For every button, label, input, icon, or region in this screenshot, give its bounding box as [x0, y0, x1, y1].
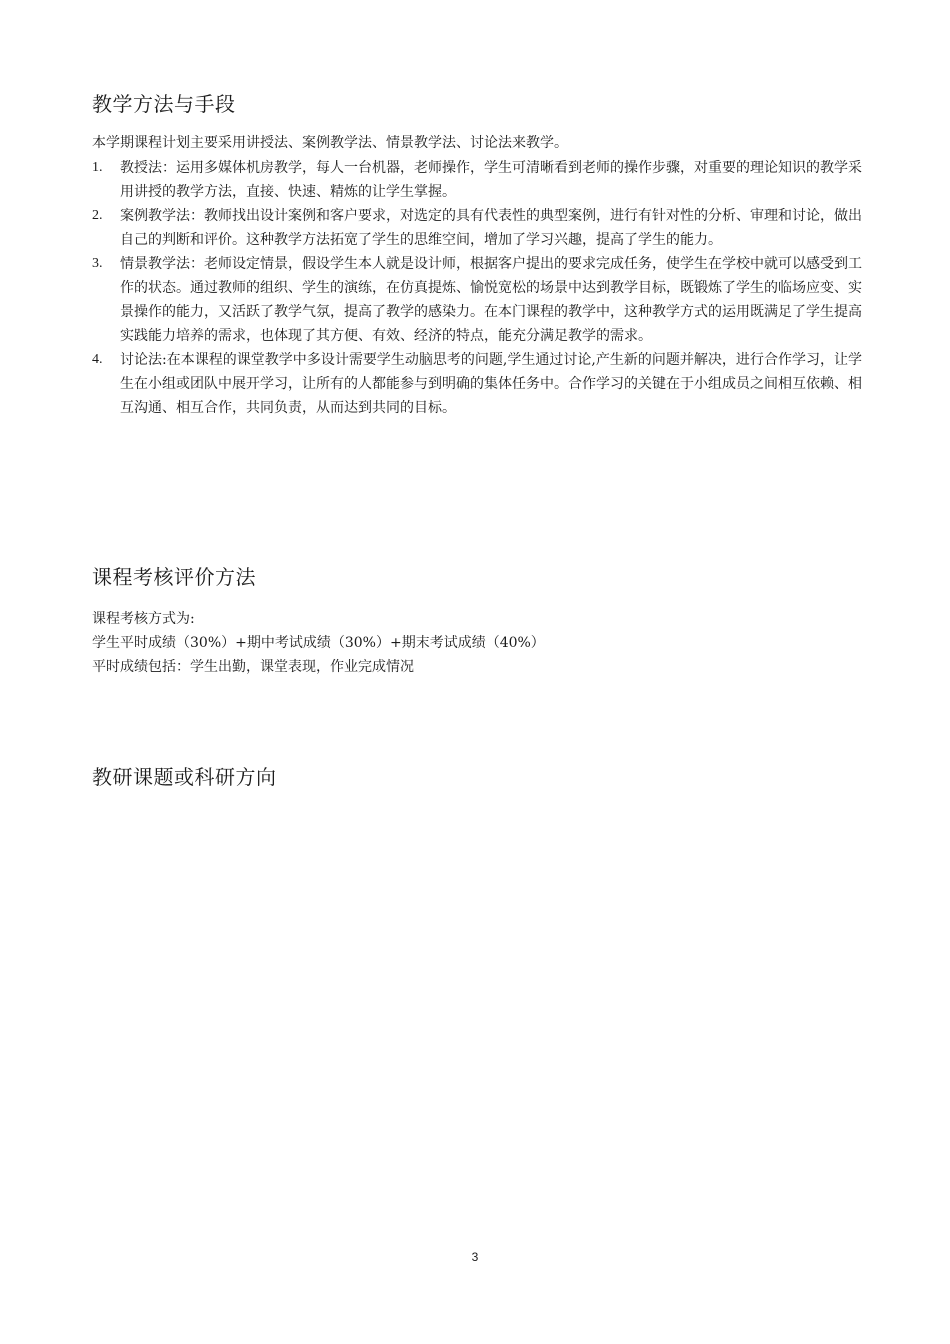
list-item-text: 讨论法:在本课程的课堂教学中多设计需要学生动脑思考的问题,学生通过讨论,产生新的问题并解决，进行合作学习，让学生在小组或团队中展开学习，让所有的人都能参与到明确的集体任务中。合作学习的关键在于小组成员之间相互依赖、相互沟通、相互合作，共同负责，从而达到共同的目标。 — [120, 352, 862, 416]
section-title-research: 教研课题或科研方向 — [92, 765, 277, 789]
list-item-scenario — [92, 252, 862, 348]
list-item-text: 情景教学法：老师设定情景，假设学生本人就是设计师，根据客户提出的要求完成任务，使学生在学校中就可以感受到工作的状态。通过教师的组织、学生的演练，在仿真提炼、愉悦宽松的场景中达到教学目标，既锻炼了学生的临场应变、实景操作的能力，又活跃了教学气氛，提高了教学的感染力。在本门课程的教学中，这种教学方式的运用既满足了学生提高实践能力培养的需求，也体现了其方便、有效、经济的特点，能充分满足教学的需求。 — [120, 256, 862, 344]
list-item-lecture — [92, 156, 862, 204]
assessment-line: 平时成绩包括：学生出勤，课堂表现，作业完成情况 — [92, 659, 414, 675]
section-title-teaching-methods: 教学方法与手段 — [92, 92, 236, 116]
page-number: 3 — [471, 1250, 479, 1264]
assessment-line: 课程考核方式为: — [92, 611, 195, 627]
list-item-number: 1. — [92, 160, 103, 175]
list-item-number: 3. — [92, 256, 103, 271]
section-title-assessment: 课程考核评价方法 — [92, 565, 256, 589]
teaching-methods-list — [92, 156, 862, 420]
list-item-discussion — [92, 348, 862, 420]
list-item-number: 4. — [92, 352, 103, 367]
assessment-line: 学生平时成绩（30%）+期中考试成绩（30%）+期末考试成绩（40%） — [92, 635, 545, 651]
list-item-number: 2. — [92, 208, 103, 223]
teaching-methods-intro: 本学期课程计划主要采用讲授法、案例教学法、情景教学法、讨论法来教学。 — [92, 135, 568, 151]
list-item-case-study — [92, 204, 862, 252]
list-item-text: 教授法：运用多媒体机房教学，每人一台机器，老师操作，学生可清晰看到老师的操作步骤，对重要的理论知识的教学采用讲授的教学方法，直接、快速、精炼的让学生掌握。 — [120, 160, 862, 200]
list-item-text: 案例教学法：教师找出设计案例和客户要求，对选定的具有代表性的典型案例，进行有针对性的分析、审理和讨论，做出自己的判断和评价。这种教学方法拓宽了学生的思维空间，增加了学习兴趣，提高了学生的能力。 — [120, 208, 862, 248]
